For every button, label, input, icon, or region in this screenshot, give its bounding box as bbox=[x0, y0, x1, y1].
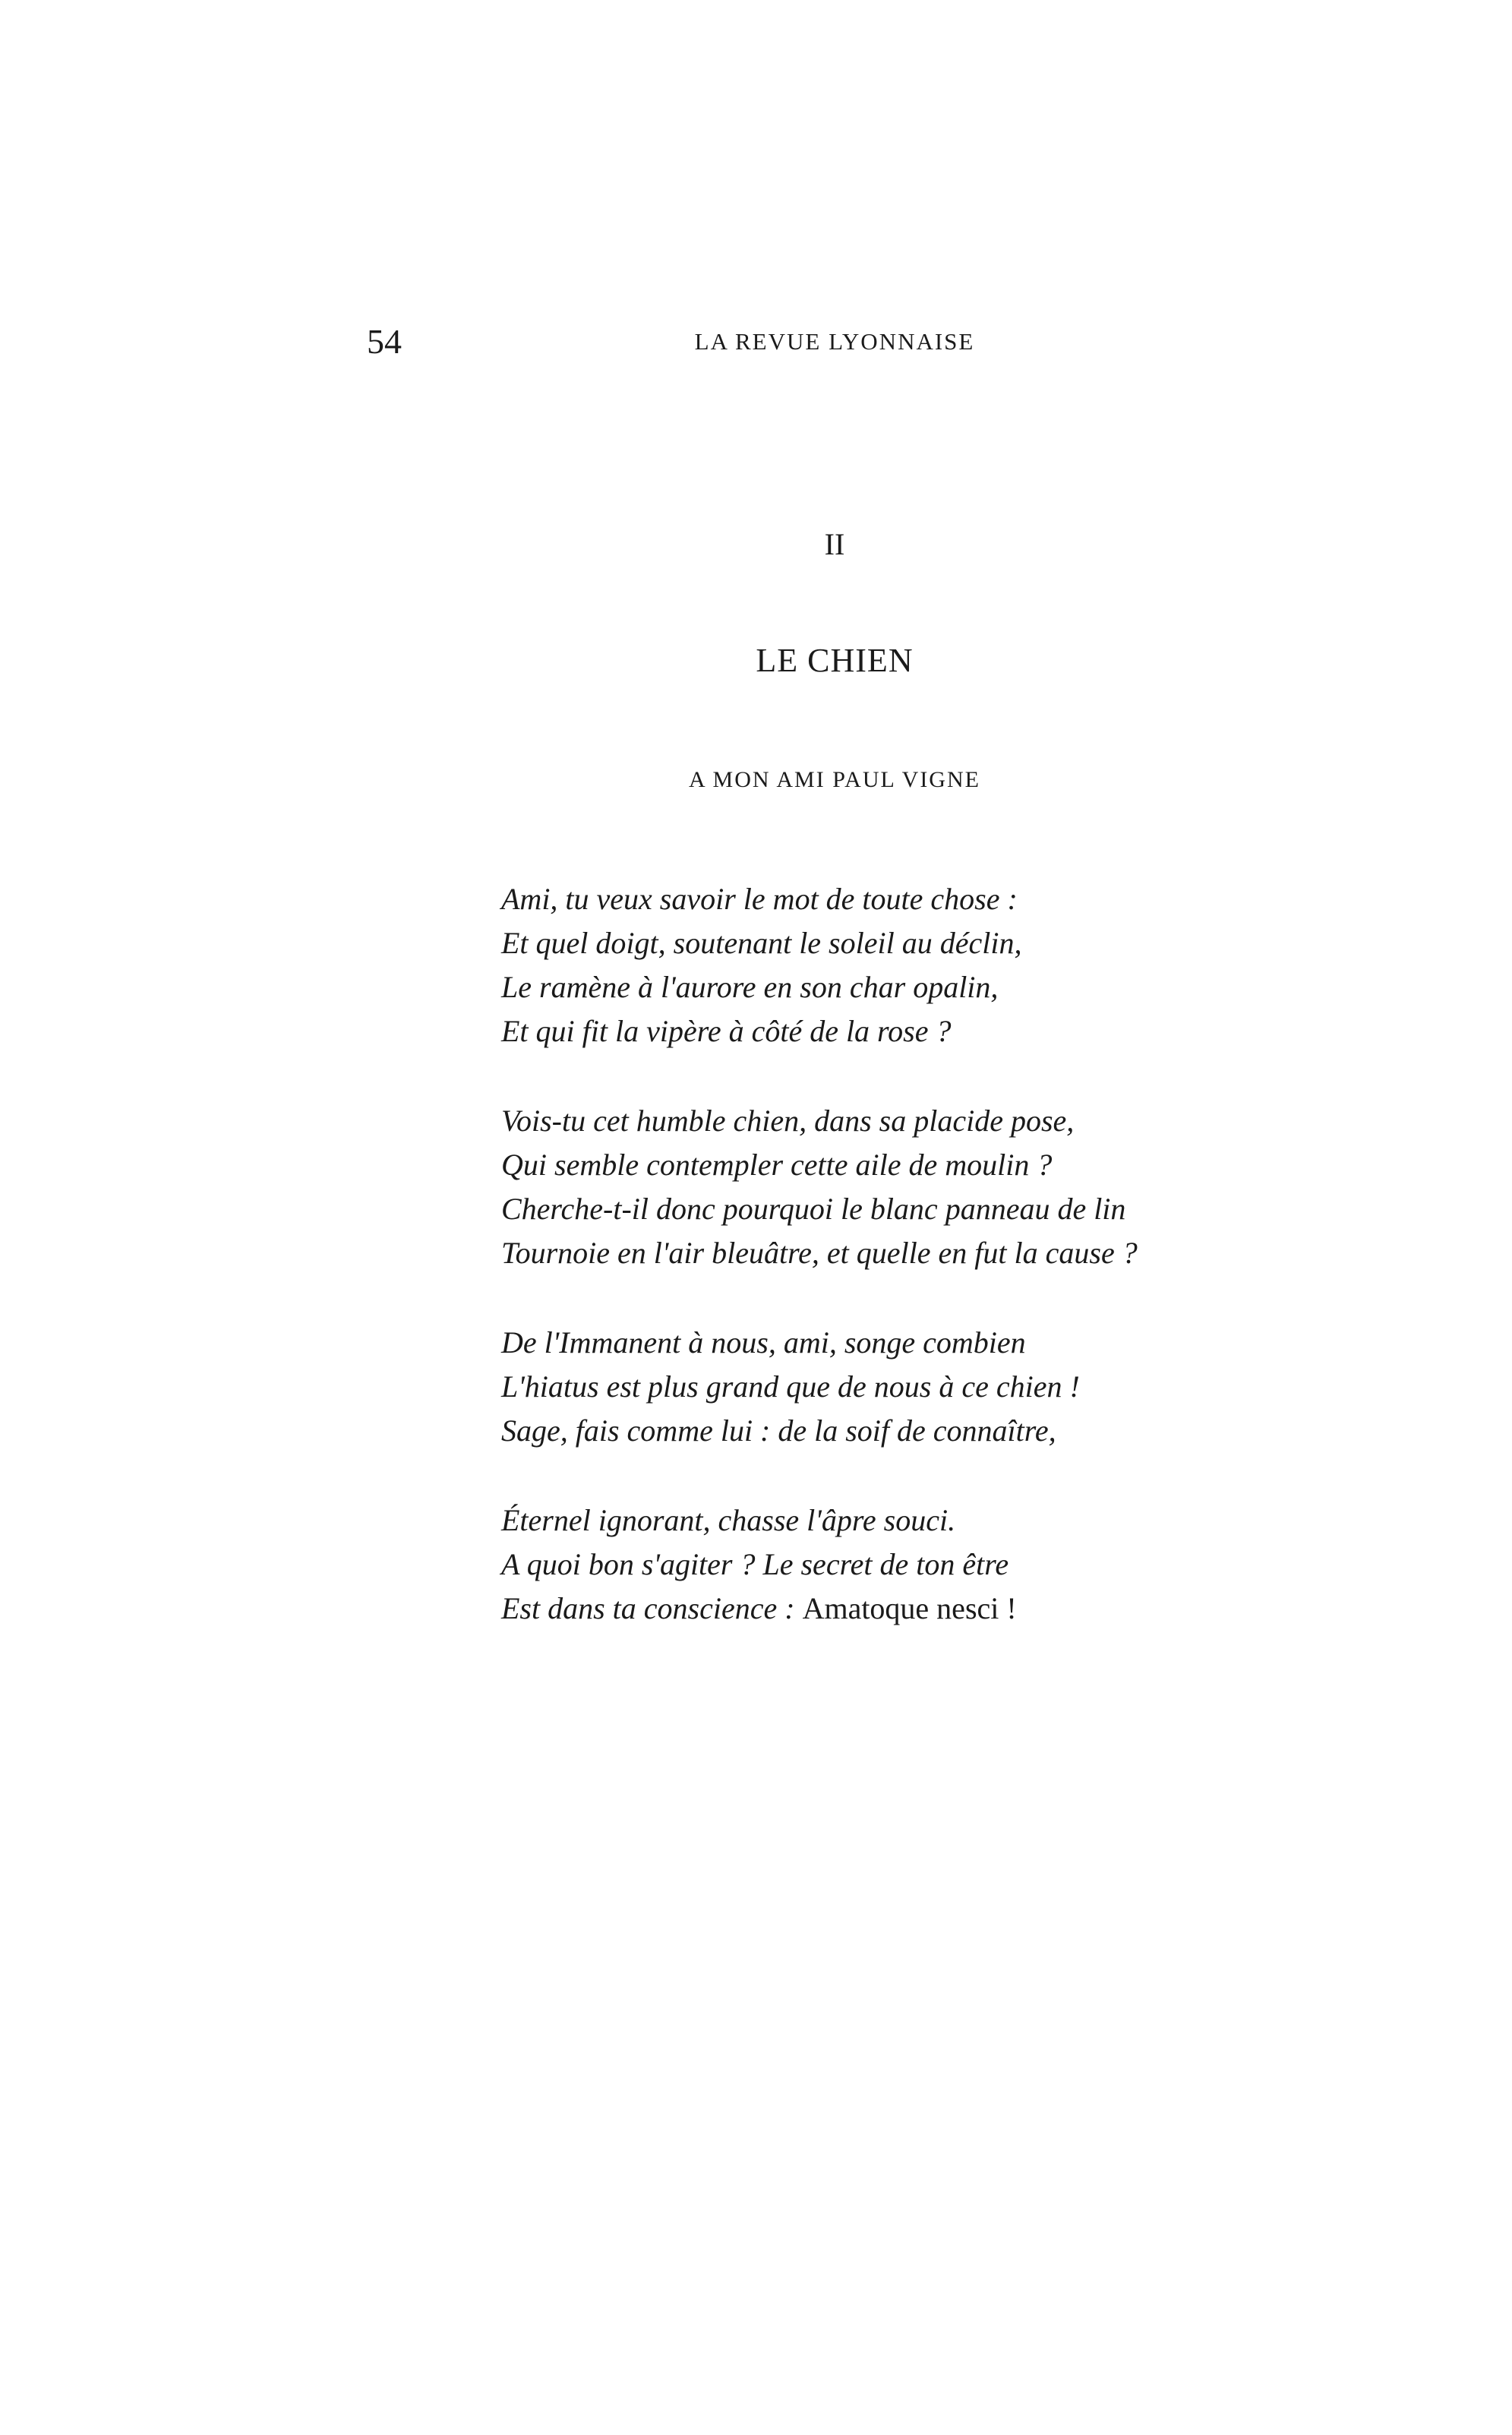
running-title: LA REVUE LYONNAISE bbox=[694, 328, 975, 355]
verse-line: Ami, tu veux savoir le mot de toute chose : bbox=[501, 882, 1018, 916]
stanza-3 bbox=[501, 1321, 1200, 1453]
verse-line: Et qui fit la vipère à côté de la rose ? bbox=[501, 1014, 952, 1048]
verse-line: Sage, fais comme lui : de la soif de connaître, bbox=[501, 1413, 1056, 1448]
verse-line: Qui semble contempler cette aile de moulin ? bbox=[501, 1148, 1053, 1182]
verse-line: A quoi bon s'agiter ? Le secret de ton être bbox=[501, 1547, 1009, 1581]
verse-line: Éternel ignorant, chasse l'âpre souci. bbox=[501, 1503, 956, 1537]
page-header bbox=[0, 319, 1512, 365]
verse-line: Cherche-t-il donc pourquoi le blanc panneau de lin bbox=[501, 1192, 1126, 1226]
final-line-italic: Est dans ta conscience : bbox=[501, 1591, 803, 1625]
final-line-latin: Amatoque nesci ! bbox=[802, 1591, 1017, 1625]
verse-line-final bbox=[501, 1587, 1200, 1631]
stanza-1 bbox=[501, 877, 1200, 1053]
verse-line: Le ramène à l'aurore en son char opalin, bbox=[501, 970, 999, 1004]
verse-line: L'hiatus est plus grand que de nous à ce chien ! bbox=[501, 1369, 1080, 1404]
verse-line: Tournoie en l'air bleuâtre, et quelle en fut la cause ? bbox=[501, 1236, 1138, 1270]
page-number: 54 bbox=[367, 322, 402, 361]
verse-line: Vois-tu cet humble chien, dans sa placide pose, bbox=[501, 1104, 1075, 1138]
part-number: II bbox=[824, 527, 845, 561]
verse-line: Et quel doigt, soutenant le soleil au déclin, bbox=[501, 926, 1022, 960]
stanza-4 bbox=[501, 1499, 1200, 1631]
stanza-2 bbox=[501, 1099, 1200, 1275]
dedication: A MON AMI PAUL VIGNE bbox=[689, 767, 980, 792]
poem-title: LE CHIEN bbox=[756, 642, 914, 679]
poem-body bbox=[501, 877, 1200, 1676]
verse-line: De l'Immanent à nous, ami, songe combien bbox=[501, 1325, 1026, 1360]
